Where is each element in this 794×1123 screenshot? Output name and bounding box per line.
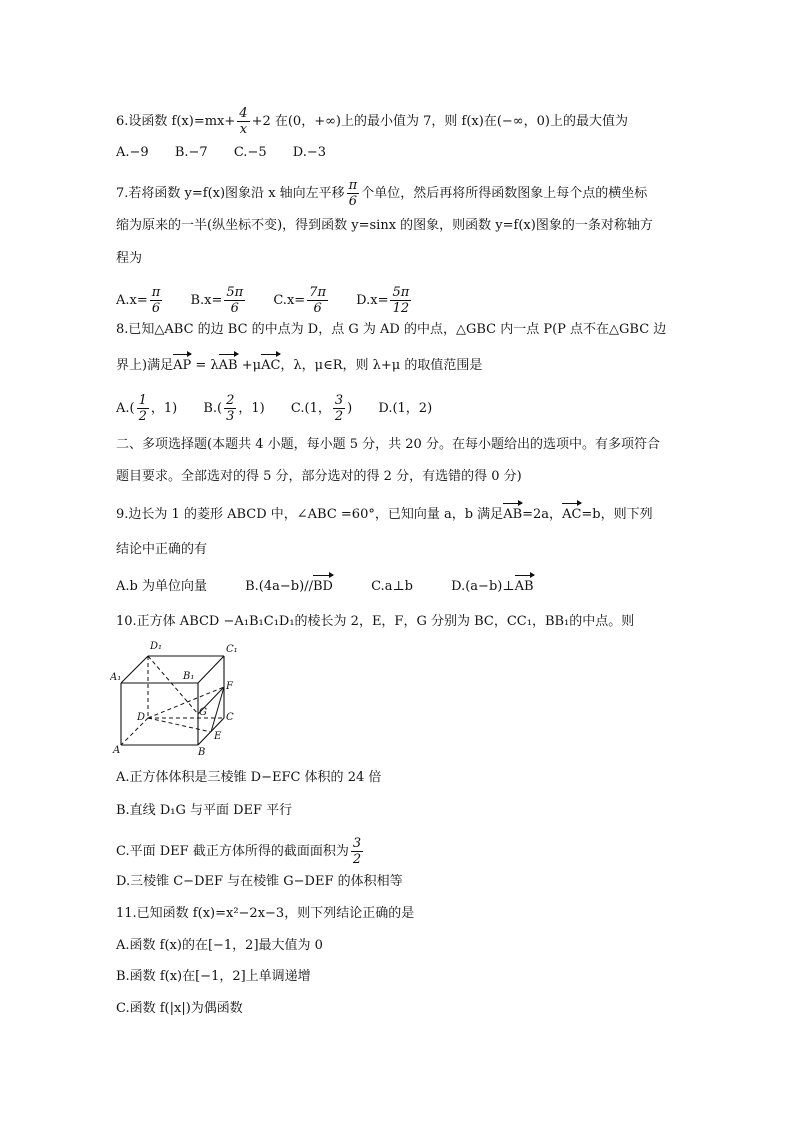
q10-option-b[interactable]: B.直线 D₁G 与平面 DEF 平行 bbox=[116, 803, 293, 818]
option-b[interactable]: B.( $\frac{2}{3}$ ，1) bbox=[203, 393, 265, 424]
label-a: A bbox=[113, 745, 121, 756]
q10-option-a[interactable]: A.正方体体积是三棱锥 D−EFC 体积的 24 倍 bbox=[116, 770, 382, 785]
vector-ab: AB bbox=[515, 577, 534, 597]
line-de bbox=[148, 718, 211, 732]
q7-stem-line2: 缩为原来的一半(纵坐标不变)，得到函数 y=sinx 的图象，则函数 y=f(x)图象的一条对称轴方 bbox=[116, 218, 653, 233]
option-c[interactable]: C.x= $\frac{7\pi}{6}$ bbox=[273, 285, 326, 316]
q6-stem: 6.设函数 f(x)=mx+ $\frac{4}{x}$ +2 在(0，+∞)上的最小值为 7，则 f(x)在(−∞，0)上的最大值为 bbox=[116, 106, 628, 137]
section-2-heading: 二、多项选择题(本题共 4 小题，每小题 5 分，共 20 分。在每小题给出的选项中。有多项符合 bbox=[116, 437, 660, 452]
vector-ab: AB bbox=[219, 356, 238, 376]
option-b[interactable]: B.(4a−b)//BD bbox=[245, 577, 333, 597]
q11-stem: 11.已知函数 f(x)=x²−2x−3，则下列结论正确的是 bbox=[116, 906, 415, 921]
vector-ap: AP bbox=[173, 356, 191, 376]
option-a[interactable]: A.( $\frac{1}{2}$ ，1) bbox=[116, 393, 178, 424]
section-2-instructions: 题目要求。全部选对的得 5 分，部分选对的得 2 分，有选错的得 0 分) bbox=[116, 469, 522, 484]
q8-stem-line1: 8.已知△ABC 的边 BC 的中点为 D，点 G 为 AD 的中点，△GBC 内一点 P(P 点不在△GBC 边 bbox=[116, 322, 667, 337]
q7-stem-line3: 程为 bbox=[116, 251, 143, 266]
label-c1: C₁ bbox=[226, 644, 238, 655]
option-d[interactable]: D.(a−b)⊥AB bbox=[451, 577, 533, 597]
option-b[interactable]: B.x= $\frac{5\pi}{6}$ bbox=[190, 285, 244, 316]
option-d[interactable]: D.x= $\frac{5\pi}{12}$ bbox=[356, 285, 410, 316]
line-df bbox=[148, 687, 224, 718]
option-a[interactable]: A.b 为单位向量 bbox=[116, 579, 207, 594]
q10-option-c[interactable]: C.平面 DEF 截正方体所得的截面面积为 $\frac{3}{2}$ bbox=[116, 836, 362, 867]
q9-stem-line1: 9.边长为 1 的菱形 ABCD 中，∠ABC =60°，已知向量 a，b 满足AB=2a，AC=b，则下列 bbox=[116, 505, 653, 525]
vector-ab: AB bbox=[503, 505, 522, 525]
option-a[interactable]: A.−9 bbox=[116, 145, 149, 160]
label-b: B bbox=[198, 747, 206, 758]
q7-stem-line1: 7.若将函数 y=f(x)图象沿 x 轴向左平移 $\frac{\pi}{6}$ 个单位，然后再将所得函数图象上每个点的横坐标 bbox=[116, 178, 648, 209]
option-b[interactable]: B.−7 bbox=[174, 145, 208, 160]
edge-c1b1 bbox=[198, 656, 224, 683]
fraction: $\frac{\pi}{6}$ bbox=[348, 178, 358, 209]
q11-option-c[interactable]: C.函数 f(|x|)为偶函数 bbox=[116, 1001, 243, 1016]
edge-a1d1 bbox=[121, 656, 148, 683]
q11-option-b[interactable]: B.函数 f(x)在[−1，2]上单调递增 bbox=[116, 969, 311, 984]
label-d1: D₁ bbox=[150, 641, 163, 652]
label-e: E bbox=[214, 731, 222, 742]
label-g: G bbox=[199, 707, 207, 718]
q10-option-d[interactable]: D.三棱锥 C−DEF 与在棱锥 G−DEF 的体积相等 bbox=[116, 874, 403, 889]
q10-stem: 10.正方体 ABCD −A₁B₁C₁D₁的棱长为 2，E，F，G 分别为 BC，CC₁，BB₁的中点。则 bbox=[116, 614, 635, 629]
label-b1: B₁ bbox=[183, 671, 195, 682]
vector-ac: AC bbox=[261, 356, 280, 376]
option-c[interactable]: C.a⊥b bbox=[371, 579, 413, 594]
option-d[interactable]: D.(1，2) bbox=[378, 401, 433, 416]
cube-figure bbox=[110, 638, 250, 760]
fraction: $\frac{4}{x}$ bbox=[239, 106, 248, 137]
label-f: F bbox=[226, 681, 233, 692]
label-a1: A₁ bbox=[110, 672, 122, 683]
line-d1g bbox=[148, 656, 198, 714]
q8-stem-line2: 界上)满足AP = λAB +μAC，λ，μ∈R，则 λ+μ 的取值范围是 bbox=[116, 356, 482, 376]
label-c: C bbox=[226, 712, 234, 723]
option-c[interactable]: C.(1， $\frac{3}{2}$ ) bbox=[290, 393, 353, 424]
q9-stem-line2: 结论中正确的有 bbox=[116, 542, 208, 557]
q6-options bbox=[116, 143, 348, 163]
vector-bd: BD bbox=[313, 577, 333, 597]
q7-options bbox=[116, 285, 435, 316]
q9-options bbox=[116, 577, 556, 597]
q8-options bbox=[116, 393, 454, 424]
q11-option-a[interactable]: A.函数 f(x)的在[−1，2]最大值为 0 bbox=[116, 938, 323, 953]
vector-ac: AC bbox=[562, 505, 581, 525]
option-a[interactable]: A.x= $\frac{\pi}{6}$ bbox=[116, 285, 161, 316]
fraction: $\frac{3}{2}$ bbox=[352, 836, 362, 867]
option-c[interactable]: C.−5 bbox=[233, 145, 267, 160]
option-d[interactable]: D.−3 bbox=[292, 145, 327, 160]
label-d: D bbox=[137, 712, 146, 723]
